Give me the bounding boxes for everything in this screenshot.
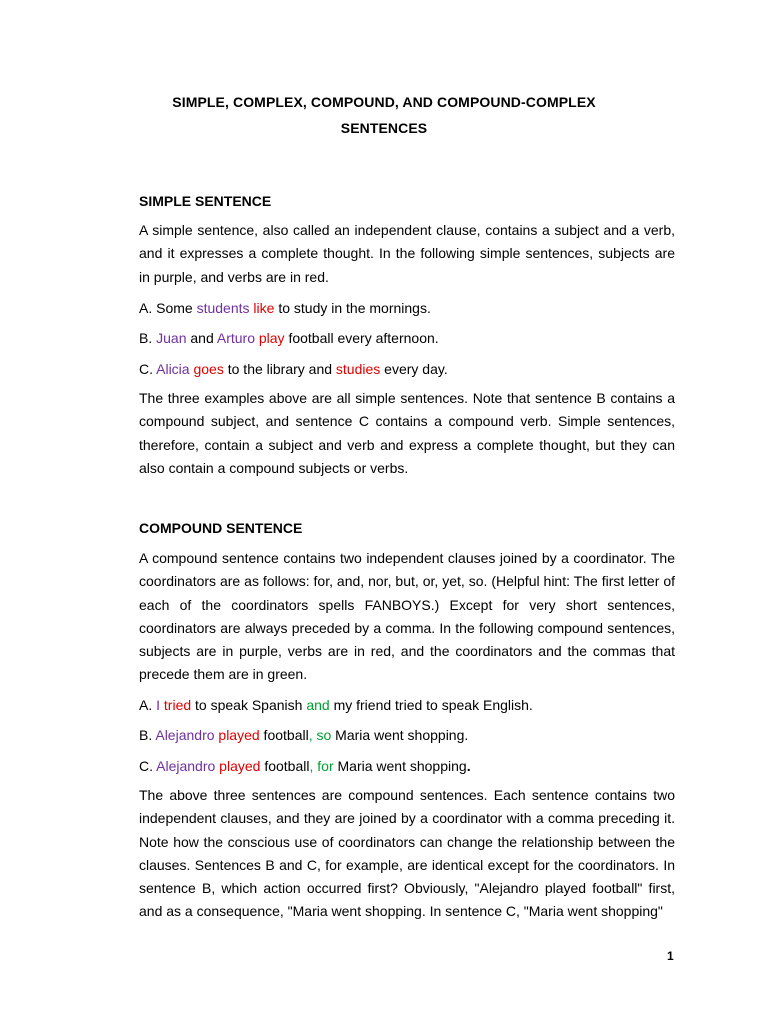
verb-word: played xyxy=(218,727,260,743)
subject-word: students xyxy=(196,300,250,316)
conjunction-text: and xyxy=(186,330,217,346)
example-middle: to the library and xyxy=(223,361,336,377)
simple-example-b xyxy=(139,330,675,346)
verb-word: goes xyxy=(193,361,224,377)
subject-word: Alicia xyxy=(156,361,190,377)
subject-word: Alejandro xyxy=(155,727,215,743)
compound-sentence-summary: The above three sentences are compound sentences. Each sentence contains two independent clauses, and they are joined by a coordinator with a comma preceding it. Note how the conscious use of coordinators can change the relationship between the clauses. Sentences B and C, for example, are identical except for the coordinators. In sentence B, which action occurred first? Obviously, "Alejandro played football" first, and as a consequence, "Maria went shopping. In sentence C, "Maria went shopping" xyxy=(139,787,675,920)
subject-word: Arturo xyxy=(216,330,255,346)
subject-word: I xyxy=(156,697,161,713)
compound-sentence-intro: A compound sentence contains two independent clauses joined by a coordinator. The coordinators are as follows: for, and, nor, but, or, yet, so. (Helpful hint: The first letter of each of the coordinators spells FANBOYS.) Except for very short sentences, coordinators are always preceded by a comma. In the following compound sentences, subjects are in purple, verbs are in red, and the coordinators and the commas that precede them are in green. xyxy=(139,550,675,683)
coordinator-word: , for xyxy=(309,758,334,774)
subject-word: Alejandro xyxy=(156,758,216,774)
example-middle: football xyxy=(260,758,310,774)
example-rest: Maria went shopping. xyxy=(331,727,469,743)
example-rest: Maria went shopping xyxy=(333,758,467,774)
simple-sentence-heading: SIMPLE SENTENCE xyxy=(139,193,272,209)
subject-word: Juan xyxy=(156,330,187,346)
verb-word: like xyxy=(253,300,275,316)
example-prefix: A. xyxy=(139,697,157,713)
coordinator-word: , so xyxy=(308,727,332,743)
verb-word: play xyxy=(258,330,285,346)
example-prefix: B. xyxy=(139,727,156,743)
simple-example-a xyxy=(139,300,675,316)
example-prefix: B. xyxy=(139,330,157,346)
example-rest: football every afternoon. xyxy=(284,330,439,346)
example-prefix: A. Some xyxy=(139,300,197,316)
example-prefix: C. xyxy=(139,758,157,774)
verb-word: studies xyxy=(335,361,381,377)
example-middle: football xyxy=(259,727,309,743)
verb-word: tried xyxy=(163,697,192,713)
example-middle: to speak Spanish xyxy=(191,697,307,713)
example-rest: to study in the mornings. xyxy=(274,300,431,316)
compound-example-a xyxy=(139,697,675,713)
coordinator-word: and xyxy=(306,697,330,713)
compound-example-c xyxy=(139,758,675,774)
example-prefix: C. xyxy=(139,361,157,377)
document-title-line-1: SIMPLE, COMPLEX, COMPOUND, AND COMPOUND-COMPLEX xyxy=(172,94,596,110)
example-rest: every day. xyxy=(380,361,448,377)
document-title-line-2: SENTENCES xyxy=(340,120,428,136)
page-number: 1 xyxy=(667,949,674,963)
simple-example-c xyxy=(139,361,675,377)
verb-word: played xyxy=(219,758,261,774)
example-rest: my friend tried to speak English. xyxy=(329,697,533,713)
simple-sentence-summary: The three examples above are all simple sentences. Note that sentence B contains a compound subject, and sentence C contains a compound verb. Simple sentences, therefore, contain a subject and verb and express a complete thought, but they can also contain a compound subjects or verbs. xyxy=(139,390,675,476)
compound-sentence-heading: COMPOUND SENTENCE xyxy=(139,520,303,536)
sentence-period: . xyxy=(466,758,471,774)
compound-example-b xyxy=(139,727,675,743)
simple-sentence-intro: A simple sentence, also called an independent clause, contains a subject and a verb, and it expresses a complete thought. In the following simple sentences, subjects are in purple, and verbs are in red. xyxy=(139,222,675,285)
